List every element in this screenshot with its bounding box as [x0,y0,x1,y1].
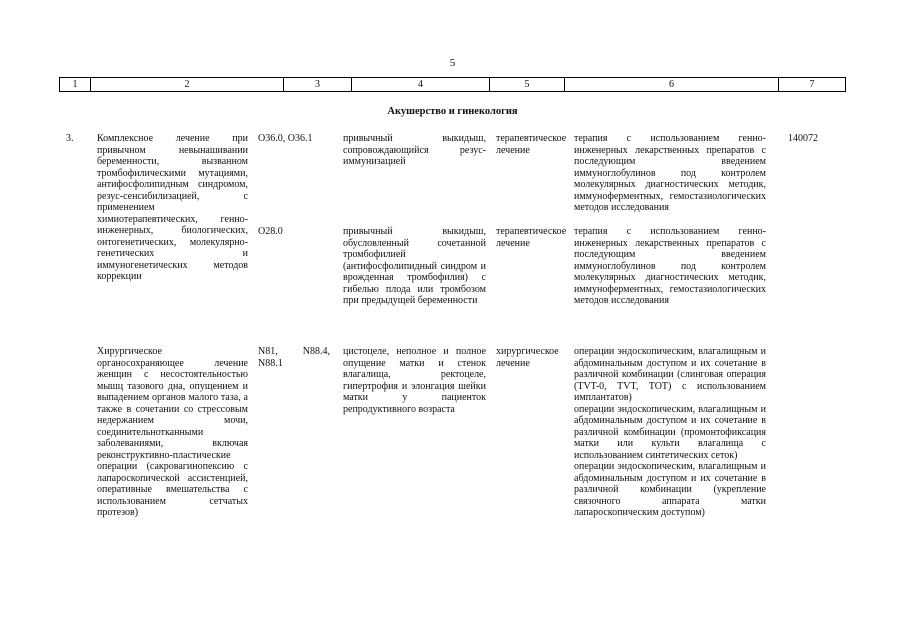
column-header-1: 1 [59,78,90,91]
row-3-treatment-method-1: терапия с использованием генно-инженерных лекарственных препаратов с последующим введением иммуноглобулинов под контролем молекулярных диагностических методик, иммуноферментных, гемостазиологических методов исследования [574,133,766,213]
row-number: 3. [66,133,74,144]
surgical-patient-model: цистоцеле, неполное и полное опущение матки и стенок влагалища, ректоцеле, гипертрофия и элонгация шейки матки у пациенток репродуктивного возраста [343,346,486,415]
row-3-treatment-type-1: терапевтическое лечение [496,133,567,156]
column-header-3: 3 [283,78,351,91]
table-column-header-row [59,77,846,92]
row-3-patient-model-2: привычный выкидыш, обусловленный сочетанной тромбофилией (антифосфолипидный синдром и врожденная тромбофилия) с гибелью плода или тромбозом при предыдущей беременности [343,226,486,306]
column-header-5: 5 [489,78,564,91]
row-3-treatment-type-2: терапевтическое лечение [496,226,567,249]
surgical-method-2: операции эндоскопическим, влагалищным и абдоминальным доступом и их сочетание в различной комбинации (промонтофиксация матки или культи влагалища с использованием синтетических сеток) [574,403,766,461]
surgical-treatment-name: Хирургическое органосохраняющее лечение женщин с несостоятельностью мышц тазового дна, опущением и выпадением органов малого таза, а также в сочетании со стрессовым недержанием мочи, соединительнотканными заболеваниями, включая реконструктивно-пластические операции (сакровагинопексию с лапароскопической ассистенцией, оперативные вмешательства с использованием сетчатых протезов) [97,346,248,518]
row-3-diagnosis-codes-2: O28.0 [258,226,283,237]
column-header-4: 4 [351,78,489,91]
surgical-treatment-methods [574,346,766,519]
surgical-diagnosis-codes: N81, N88.4, N88.1 [258,346,330,369]
row-3-diagnosis-codes-1: O36.0, O36.1 [258,133,313,144]
column-header-6: 6 [564,78,778,91]
page-number: 5 [449,57,456,69]
surgical-treatment-type: хирургическое лечение [496,346,559,369]
section-title: Акушерство и гинекология [387,106,518,117]
column-header-7: 7 [778,78,846,91]
row-3-treatment-method-2: терапия с использованием генно-инженерных лекарственных препаратов с последующим введением иммуноглобулинов под контролем молекулярных диагностических методик, иммуноферментных, гемостазиологических методов исследования [574,226,766,306]
row-3-price: 140072 [788,133,818,144]
row-3-treatment-name: Комплексное лечение при привычном невынашивании беременности, вызванном тромбофилическими мутациями, антифосфолипидным синдромом, резус-сенсибилизацией, с применением химиотерапевтических, генно-инженерных, биологических, онтогенетических, молекулярно-генетических и иммуногенетических методов коррекции [97,133,248,282]
column-header-2: 2 [90,78,283,91]
row-3-patient-model-1: привычный выкидыш, сопровождающийся резус-иммунизацией [343,133,486,167]
surgical-method-1: операции эндоскопическим, влагалищным и абдоминальным доступом и их сочетание в различной комбинации (слинговая операция (TVT-0, TVT, TOT) с использованием имплантатов) [574,346,766,403]
surgical-method-3: операции эндоскопическим, влагалищным и абдоминальным доступом и их сочетание в различной комбинации (укрепление связочного аппарата матки лапароскопическим доступом) [574,461,766,518]
